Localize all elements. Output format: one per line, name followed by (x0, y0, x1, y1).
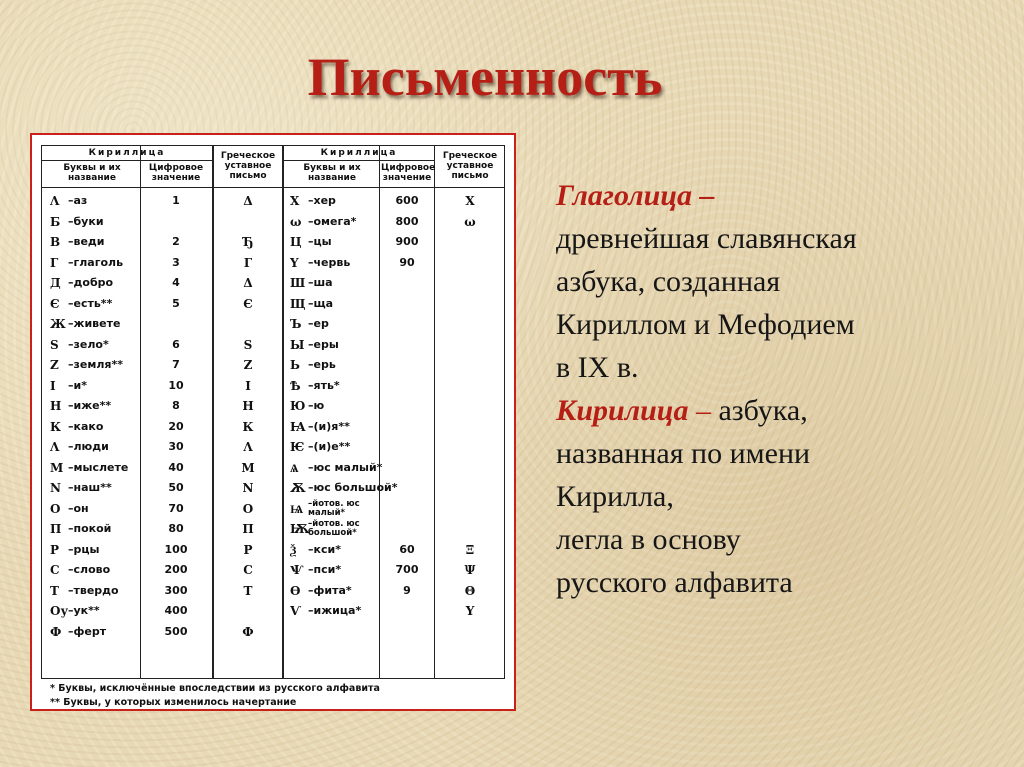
cyrillic-letter: Ѳ (290, 583, 301, 598)
cyrillic-letter: Λ (50, 440, 60, 454)
cyrillic-letter: Б (50, 214, 61, 229)
glagolitsa-heading (556, 174, 1006, 217)
letter-name: –пси* (308, 563, 342, 576)
greek-letter: Х (465, 194, 475, 208)
greek-letter: Δ (243, 276, 253, 290)
digit-value: 700 (395, 563, 419, 576)
letter-name: –буки (68, 214, 104, 228)
digit-value: 30 (168, 440, 184, 453)
letter-name: –юс малый* (308, 460, 383, 474)
letter-name: –ижица* (308, 604, 362, 617)
greek-letter: Р (243, 542, 253, 557)
header-bottom-line (42, 187, 504, 188)
letter-name: –аз (68, 194, 88, 207)
cyrillic-letter: Д (50, 276, 61, 290)
letter-name: –ер (308, 317, 329, 330)
letter-name: –иже** (68, 399, 112, 412)
cyrillic-letter: Г (50, 255, 59, 270)
digit-value: 90 (399, 255, 415, 269)
cyrillic-letter: Ѣ (290, 378, 301, 393)
letter-name: –ять* (308, 378, 340, 392)
digit-value: 10 (168, 378, 184, 392)
letter-name: –фита* (308, 583, 352, 597)
cyrillic-letter: Λ (50, 194, 60, 208)
digit-value: 500 (164, 624, 188, 638)
greek-letter: С (243, 563, 253, 577)
cyrillic-letter: В (50, 235, 61, 249)
letter-name: –живете (68, 317, 121, 330)
greek-letter: Υ (465, 604, 475, 618)
digit-value: 600 (395, 194, 419, 207)
digit-value: 5 (172, 296, 180, 310)
kirilitsa-rest: азбука, (710, 394, 808, 427)
cyrillic-letter: Ѕ (50, 337, 59, 352)
header-divider (282, 160, 434, 161)
cyrillic-letter: Ѩ (290, 501, 304, 516)
text-line: легла в основу (556, 523, 741, 556)
cyrillic-letter: Є (50, 296, 60, 311)
header-digits-left: Цифровое значение (148, 163, 204, 183)
greek-letter: Ψ (464, 563, 476, 577)
digit-value: 9 (403, 583, 411, 597)
letter-name: –хер (308, 194, 336, 207)
text-line: в IX в. (556, 351, 639, 384)
greek-letter: Є (243, 296, 253, 311)
kirilitsa-term: Кирилица (556, 394, 689, 427)
text-line: названная по имени (556, 437, 811, 470)
letter-name: –ю (308, 399, 325, 412)
text-line: русского алфавита (556, 566, 793, 599)
header-cyrillic-left: Кириллица (88, 148, 166, 158)
cyrillic-letter: N (50, 481, 61, 495)
cyrillic-letter: Ф (50, 624, 62, 639)
header-letters-left: Буквы и их название (63, 163, 121, 183)
letter-name: –(и)я** (308, 419, 350, 433)
text-line: древнейшая славянская (556, 222, 857, 255)
greek-letter: Н (242, 399, 254, 413)
letter-name: –како (68, 419, 104, 433)
letter-name: –наш** (68, 481, 112, 494)
text-line: Кирилла, (556, 480, 674, 513)
letter-name: –цы (308, 235, 332, 248)
cyrillic-letter: Ж (50, 317, 66, 331)
cyrillic-letter: М (50, 460, 64, 475)
cyrillic-letter: Ѫ (290, 481, 306, 495)
cyrillic-letter: О (50, 501, 61, 516)
cyrillic-letter: П (50, 522, 62, 536)
digit-value: 20 (168, 419, 184, 433)
cyrillic-letter: Н (50, 399, 62, 413)
greek-letter: N (242, 481, 254, 495)
letter-name: –покой (68, 522, 112, 535)
header-digits-right: Цифровое значение (381, 163, 436, 183)
letter-name: –ук** (68, 604, 100, 617)
letter-name: –ща (308, 296, 334, 310)
letter-name: –рцы (68, 542, 100, 556)
cyrillic-letter: Ѯ (290, 542, 297, 557)
letter-name: –(и)е** (308, 440, 351, 453)
cyrillic-letter: Ъ (290, 317, 302, 331)
greek-letter: Ф (242, 624, 254, 639)
digit-value: 8 (172, 399, 180, 412)
cyrillic-letter: Ѱ (290, 563, 304, 577)
digit-value: 300 (164, 583, 188, 597)
letter-name: –и* (68, 378, 87, 392)
cyrillic-letter: Ζ (50, 358, 59, 372)
footnote-removed: * Буквы, исключённые впоследствии из русского алфавита (50, 683, 380, 694)
page-title: Письменность (307, 47, 663, 107)
kirilitsa-heading (556, 389, 1006, 432)
digit-value: 7 (172, 358, 180, 371)
cyrillic-letter: Ь (290, 358, 300, 372)
greek-letter: Ζ (243, 358, 253, 372)
greek-letter: І (245, 378, 251, 393)
cyrillic-letter: Ѵ (290, 604, 301, 618)
letter-name: –мыслете (68, 460, 129, 474)
col-divider (379, 146, 380, 678)
cyrillic-letter: Ү (290, 255, 299, 270)
cyrillic-letter: Х (290, 194, 300, 208)
letter-name: –кси* (308, 542, 341, 556)
letter-name: –слово (68, 563, 111, 576)
letter-name: –твердо (68, 583, 119, 597)
cyrillic-letter: ω (290, 214, 302, 229)
letter-name: –глаголь (68, 255, 124, 269)
digit-value: 6 (172, 337, 180, 351)
digit-value: 200 (164, 563, 188, 576)
letter-name: –зело* (68, 337, 109, 351)
footnote-changed: ** Буквы, у которых изменилось начертание (50, 697, 297, 708)
letter-name: –ерь (308, 358, 336, 371)
glagolitsa-dash: – (692, 179, 715, 212)
header-cyrillic-right: Кириллица (320, 148, 398, 158)
cyrillic-letter: І (50, 378, 56, 393)
greek-letter: К (242, 419, 254, 434)
letter-name: –он (68, 501, 89, 515)
cyrillic-letter: Ш (290, 276, 306, 290)
text-line: азбука, созданная (556, 265, 781, 298)
cyrillic-letter: Ы (290, 337, 305, 352)
letter-name: –червь (308, 255, 351, 269)
cyrillic-letter: Ѧ (290, 460, 299, 475)
cyrillic-letter: С (50, 563, 60, 577)
col-divider (434, 146, 435, 678)
cyrillic-letter: Ѥ (290, 440, 305, 454)
letter-name: –есть** (68, 296, 113, 310)
cyrillic-letter: Ю (290, 399, 306, 413)
header-greek-left: Греческое уставное письмо (220, 151, 276, 181)
col-divider (212, 146, 214, 678)
alphabet-table-frame (30, 133, 516, 711)
cyrillic-letter: Щ (290, 296, 306, 311)
greek-letter: Λ (243, 440, 253, 454)
cyrillic-letter: К (50, 419, 61, 434)
digit-value: 70 (168, 501, 184, 515)
letter-name: –люди (68, 440, 109, 453)
letter-name: –юс большой* (308, 481, 398, 494)
greek-letter: Δ (243, 194, 253, 208)
digit-value: 900 (395, 235, 419, 248)
digit-value: 3 (172, 255, 180, 269)
header-divider (42, 160, 212, 161)
letter-name: –добро (68, 276, 114, 289)
col-divider (140, 146, 141, 678)
cyrillic-letter: Ꙗ (290, 419, 306, 434)
col-divider (282, 146, 284, 678)
cyrillic-letter: Р (50, 542, 60, 557)
kirilitsa-dash: – (688, 394, 711, 427)
cyrillic-letter: Ц (290, 235, 302, 249)
greek-letter: Ξ (465, 542, 475, 557)
letter-name: –ша (308, 276, 333, 289)
digit-value: 1 (172, 194, 180, 207)
digit-value: 80 (168, 522, 184, 535)
letter-name: –йотов. юс большой* (308, 519, 360, 538)
alphabet-table (41, 145, 505, 679)
header-letters-right: Буквы и их название (303, 163, 361, 183)
letter-name: –веди (68, 235, 105, 248)
greek-letter: ω (464, 214, 476, 229)
greek-letter: Ђ (242, 235, 254, 249)
text-line: Кириллом и Мефодием (556, 308, 855, 341)
digit-value: 50 (168, 481, 184, 494)
digit-value: 2 (172, 235, 180, 248)
letter-name: –йотов. юс малый* (308, 498, 360, 518)
glagolitsa-term: Глаголица (556, 179, 693, 212)
letter-name: –омега* (308, 214, 357, 228)
greek-letter: П (242, 522, 254, 536)
letter-name: –еры (308, 337, 339, 351)
cyrillic-letter: Т (50, 583, 59, 598)
cyrillic-letter: Оу (50, 604, 69, 618)
letter-name: –земля** (68, 358, 123, 371)
digit-value: 400 (164, 604, 188, 617)
cyrillic-letter: Ѭ (290, 522, 310, 536)
digit-value: 800 (395, 214, 419, 228)
greek-letter: Т (243, 583, 253, 598)
greek-letter: М (241, 460, 255, 475)
digit-value: 60 (399, 542, 415, 556)
header-greek-right: Греческое уставное письмо (442, 151, 498, 181)
digit-value: 4 (172, 276, 180, 289)
greek-letter: О (242, 501, 254, 516)
greek-letter: Ѕ (243, 337, 253, 352)
greek-letter: Г (243, 255, 253, 270)
description-text (556, 174, 1006, 604)
greek-letter: Θ (464, 583, 476, 598)
digit-value: 40 (168, 460, 184, 474)
digit-value: 100 (164, 542, 188, 556)
letter-name: –ферт (68, 624, 107, 638)
